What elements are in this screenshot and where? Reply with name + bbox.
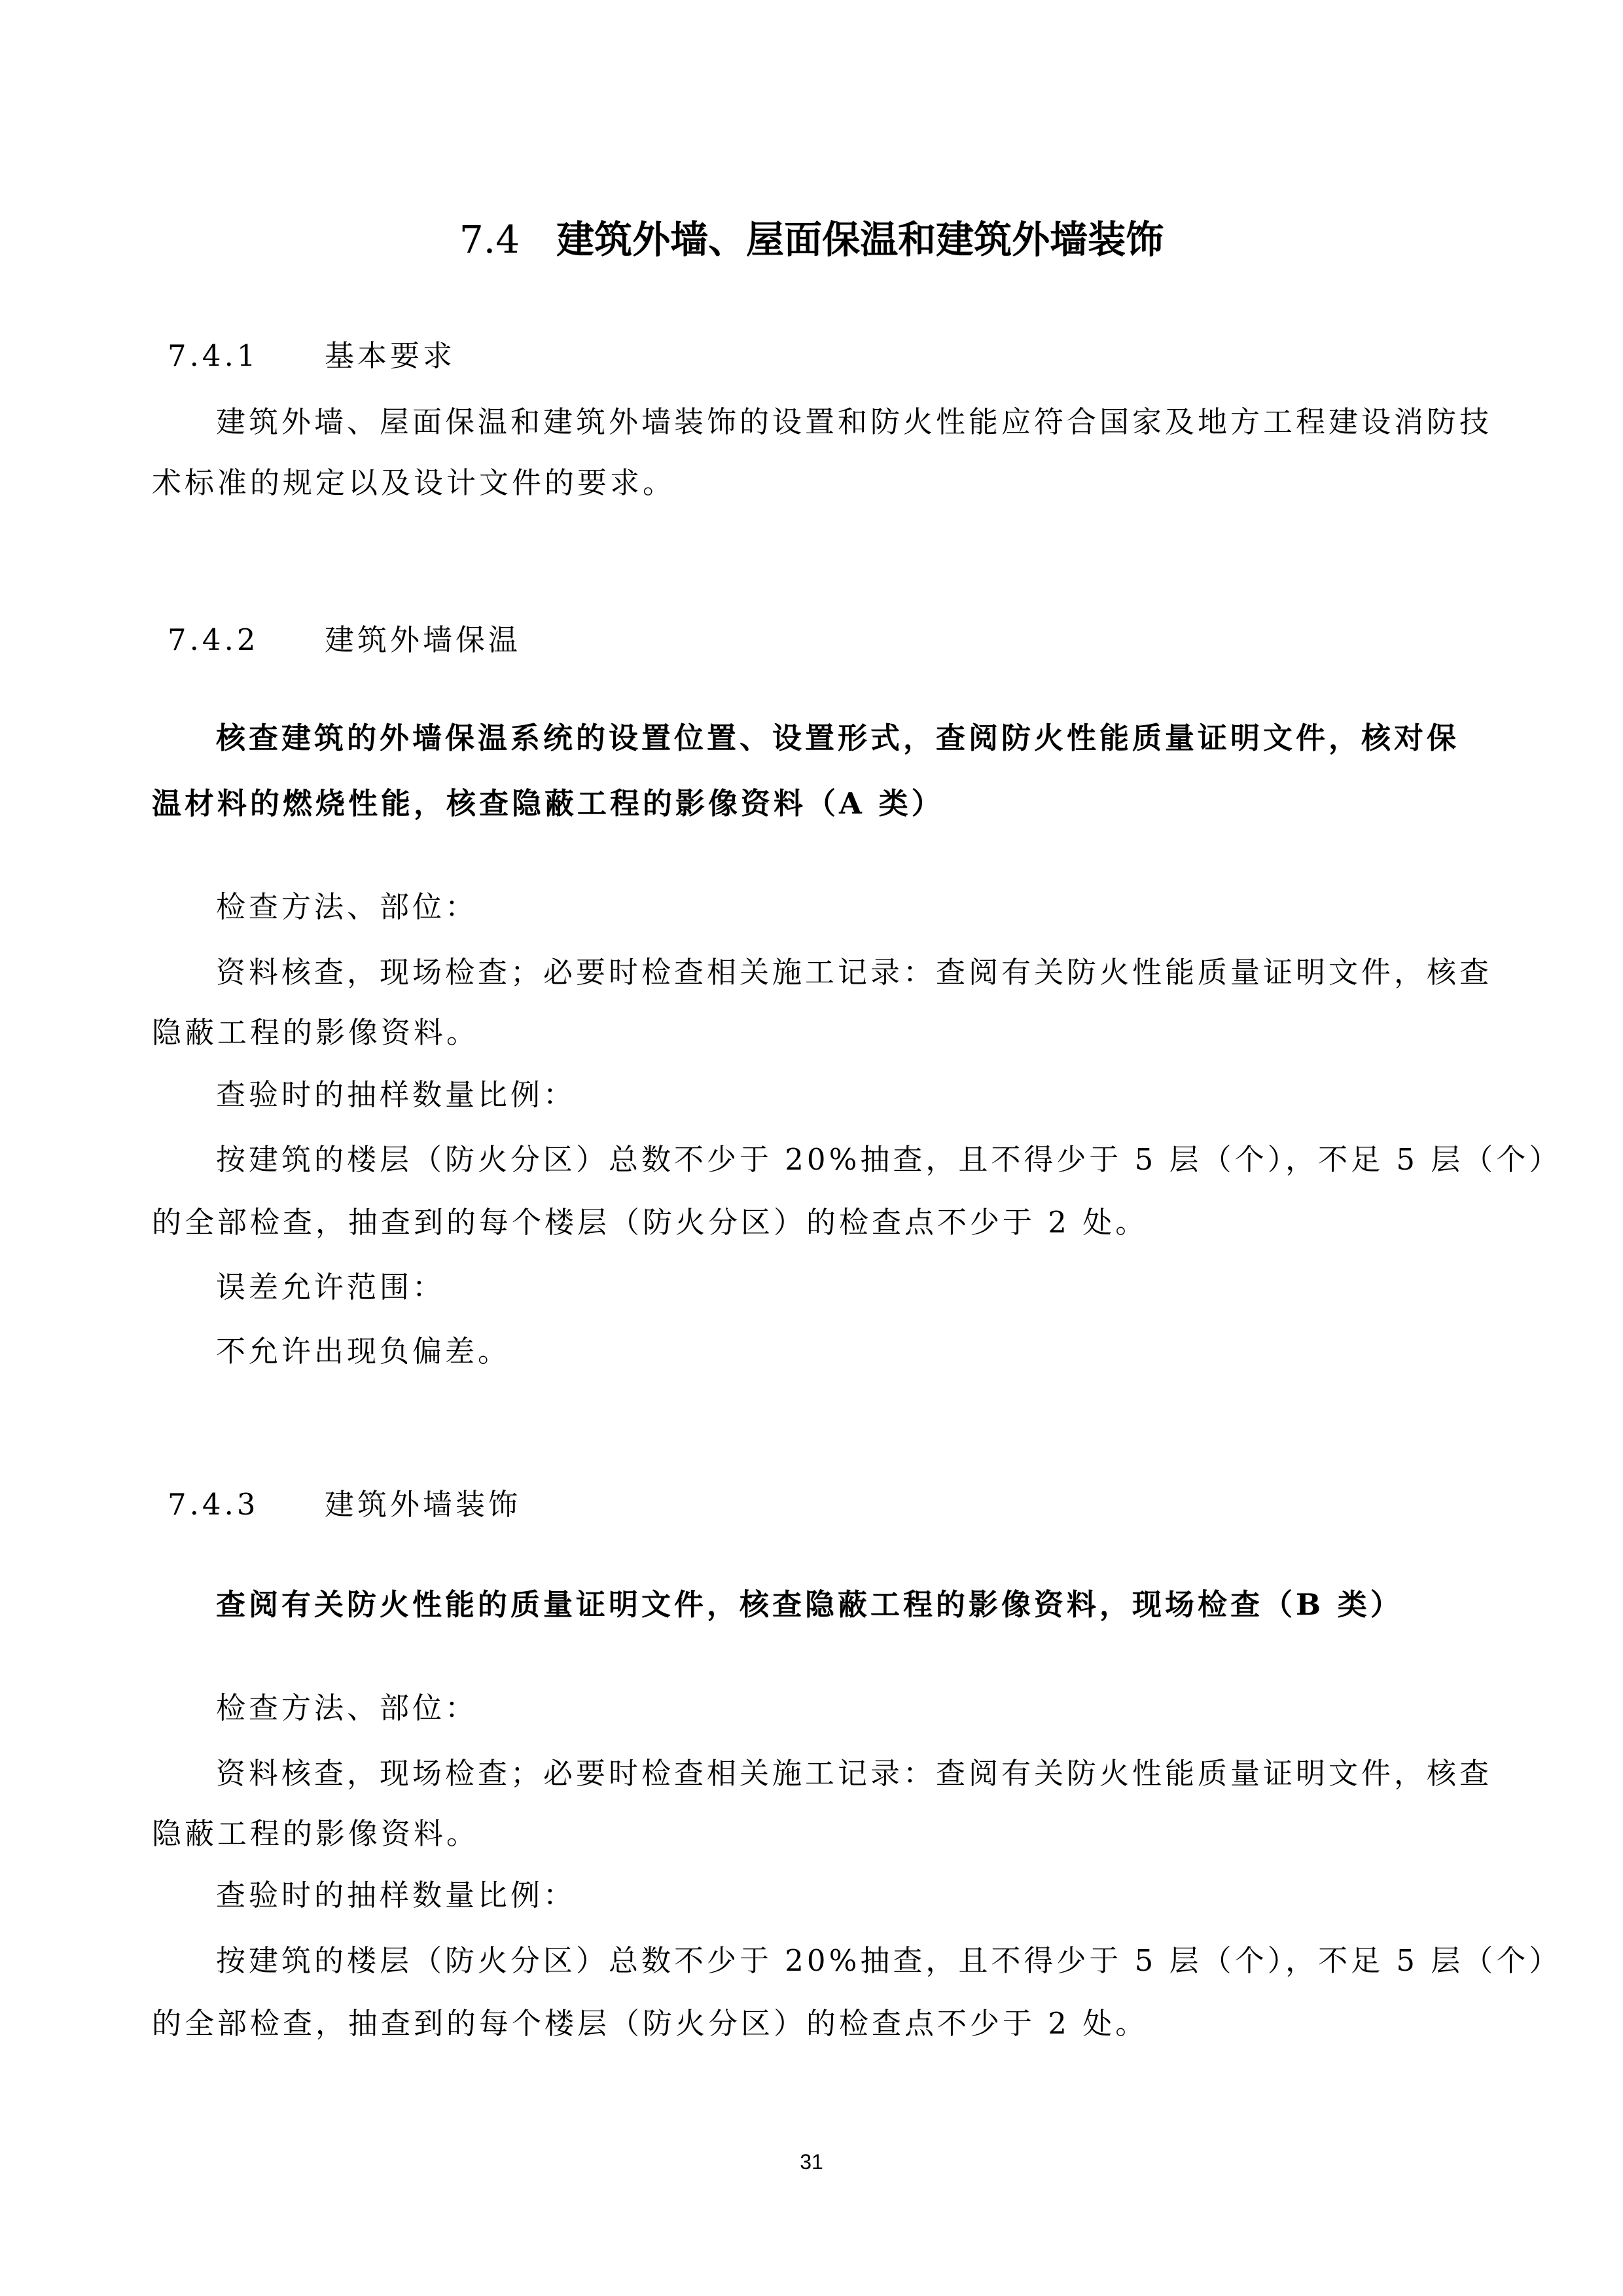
sampling-line: 的全部检查，抽查到的每个楼层（防火分区）的检查点不少于 2 处。: [152, 2006, 1149, 2041]
subsection-heading-7-4-3: [168, 1485, 521, 1524]
section-title-number: 7.4: [459, 217, 520, 262]
tolerance-label: 误差允许范围：: [216, 1270, 446, 1304]
subsection-number: 7.4.1: [168, 338, 259, 373]
requirement-line: 查阅有关防火性能的质量证明文件，核查隐蔽工程的影像资料，现场检查（B 类）: [216, 1587, 1403, 1622]
method-line: 隐蔽工程的影像资料。: [152, 1015, 480, 1050]
subsection-heading-text: 建筑外墙装饰: [325, 1487, 522, 1522]
tolerance-text: 不允许出现负偏差。: [216, 1334, 511, 1369]
sampling-line: 按建筑的楼层（防火分区）总数不少于 20%抽查，且不得少于 5 层（个），不足 5 层（个）: [216, 1943, 1562, 1978]
sampling-line: 按建筑的楼层（防火分区）总数不少于 20%抽查，且不得少于 5 层（个），不足 5 层（个）: [216, 1142, 1562, 1177]
section-title: [0, 213, 1623, 266]
subsection-heading-7-4-2: [168, 620, 521, 660]
body-paragraph-line: 建筑外墙、屋面保温和建筑外墙装饰的设置和防火性能应符合国家及地方工程建设消防技: [216, 404, 1493, 439]
sampling-line: 的全部检查，抽查到的每个楼层（防火分区）的检查点不少于 2 处。: [152, 1205, 1149, 1240]
subsection-heading-text: 基本要求: [325, 338, 456, 373]
subsection-number: 7.4.3: [168, 1487, 259, 1522]
page-number: 31: [800, 2150, 823, 2174]
method-label: 检查方法、部位：: [216, 889, 478, 924]
body-paragraph-line: 术标准的规定以及设计文件的要求。: [152, 465, 676, 500]
method-line: 资料核查，现场检查；必要时检查相关施工记录：查阅有关防火性能质量证明文件，核查: [216, 1756, 1493, 1791]
method-line: 资料核查，现场检查；必要时检查相关施工记录：查阅有关防火性能质量证明文件，核查: [216, 955, 1493, 990]
subsection-number: 7.4.2: [168, 622, 259, 657]
requirement-line: 温材料的燃烧性能，核查隐蔽工程的影像资料（A 类）: [152, 786, 944, 821]
subsection-heading-7-4-1: [168, 336, 455, 376]
sampling-label: 查验时的抽样数量比例：: [216, 1878, 577, 1912]
method-label: 检查方法、部位：: [216, 1691, 478, 1725]
requirement-line: 核查建筑的外墙保温系统的设置位置、设置形式，查阅防火性能质量证明文件，核对保: [216, 721, 1460, 755]
subsection-heading-text: 建筑外墙保温: [325, 622, 522, 657]
sampling-label: 查验时的抽样数量比例：: [216, 1077, 577, 1112]
section-title-text: 建筑外墙、屋面保温和建筑外墙装饰: [556, 217, 1164, 262]
method-line: 隐蔽工程的影像资料。: [152, 1816, 480, 1851]
